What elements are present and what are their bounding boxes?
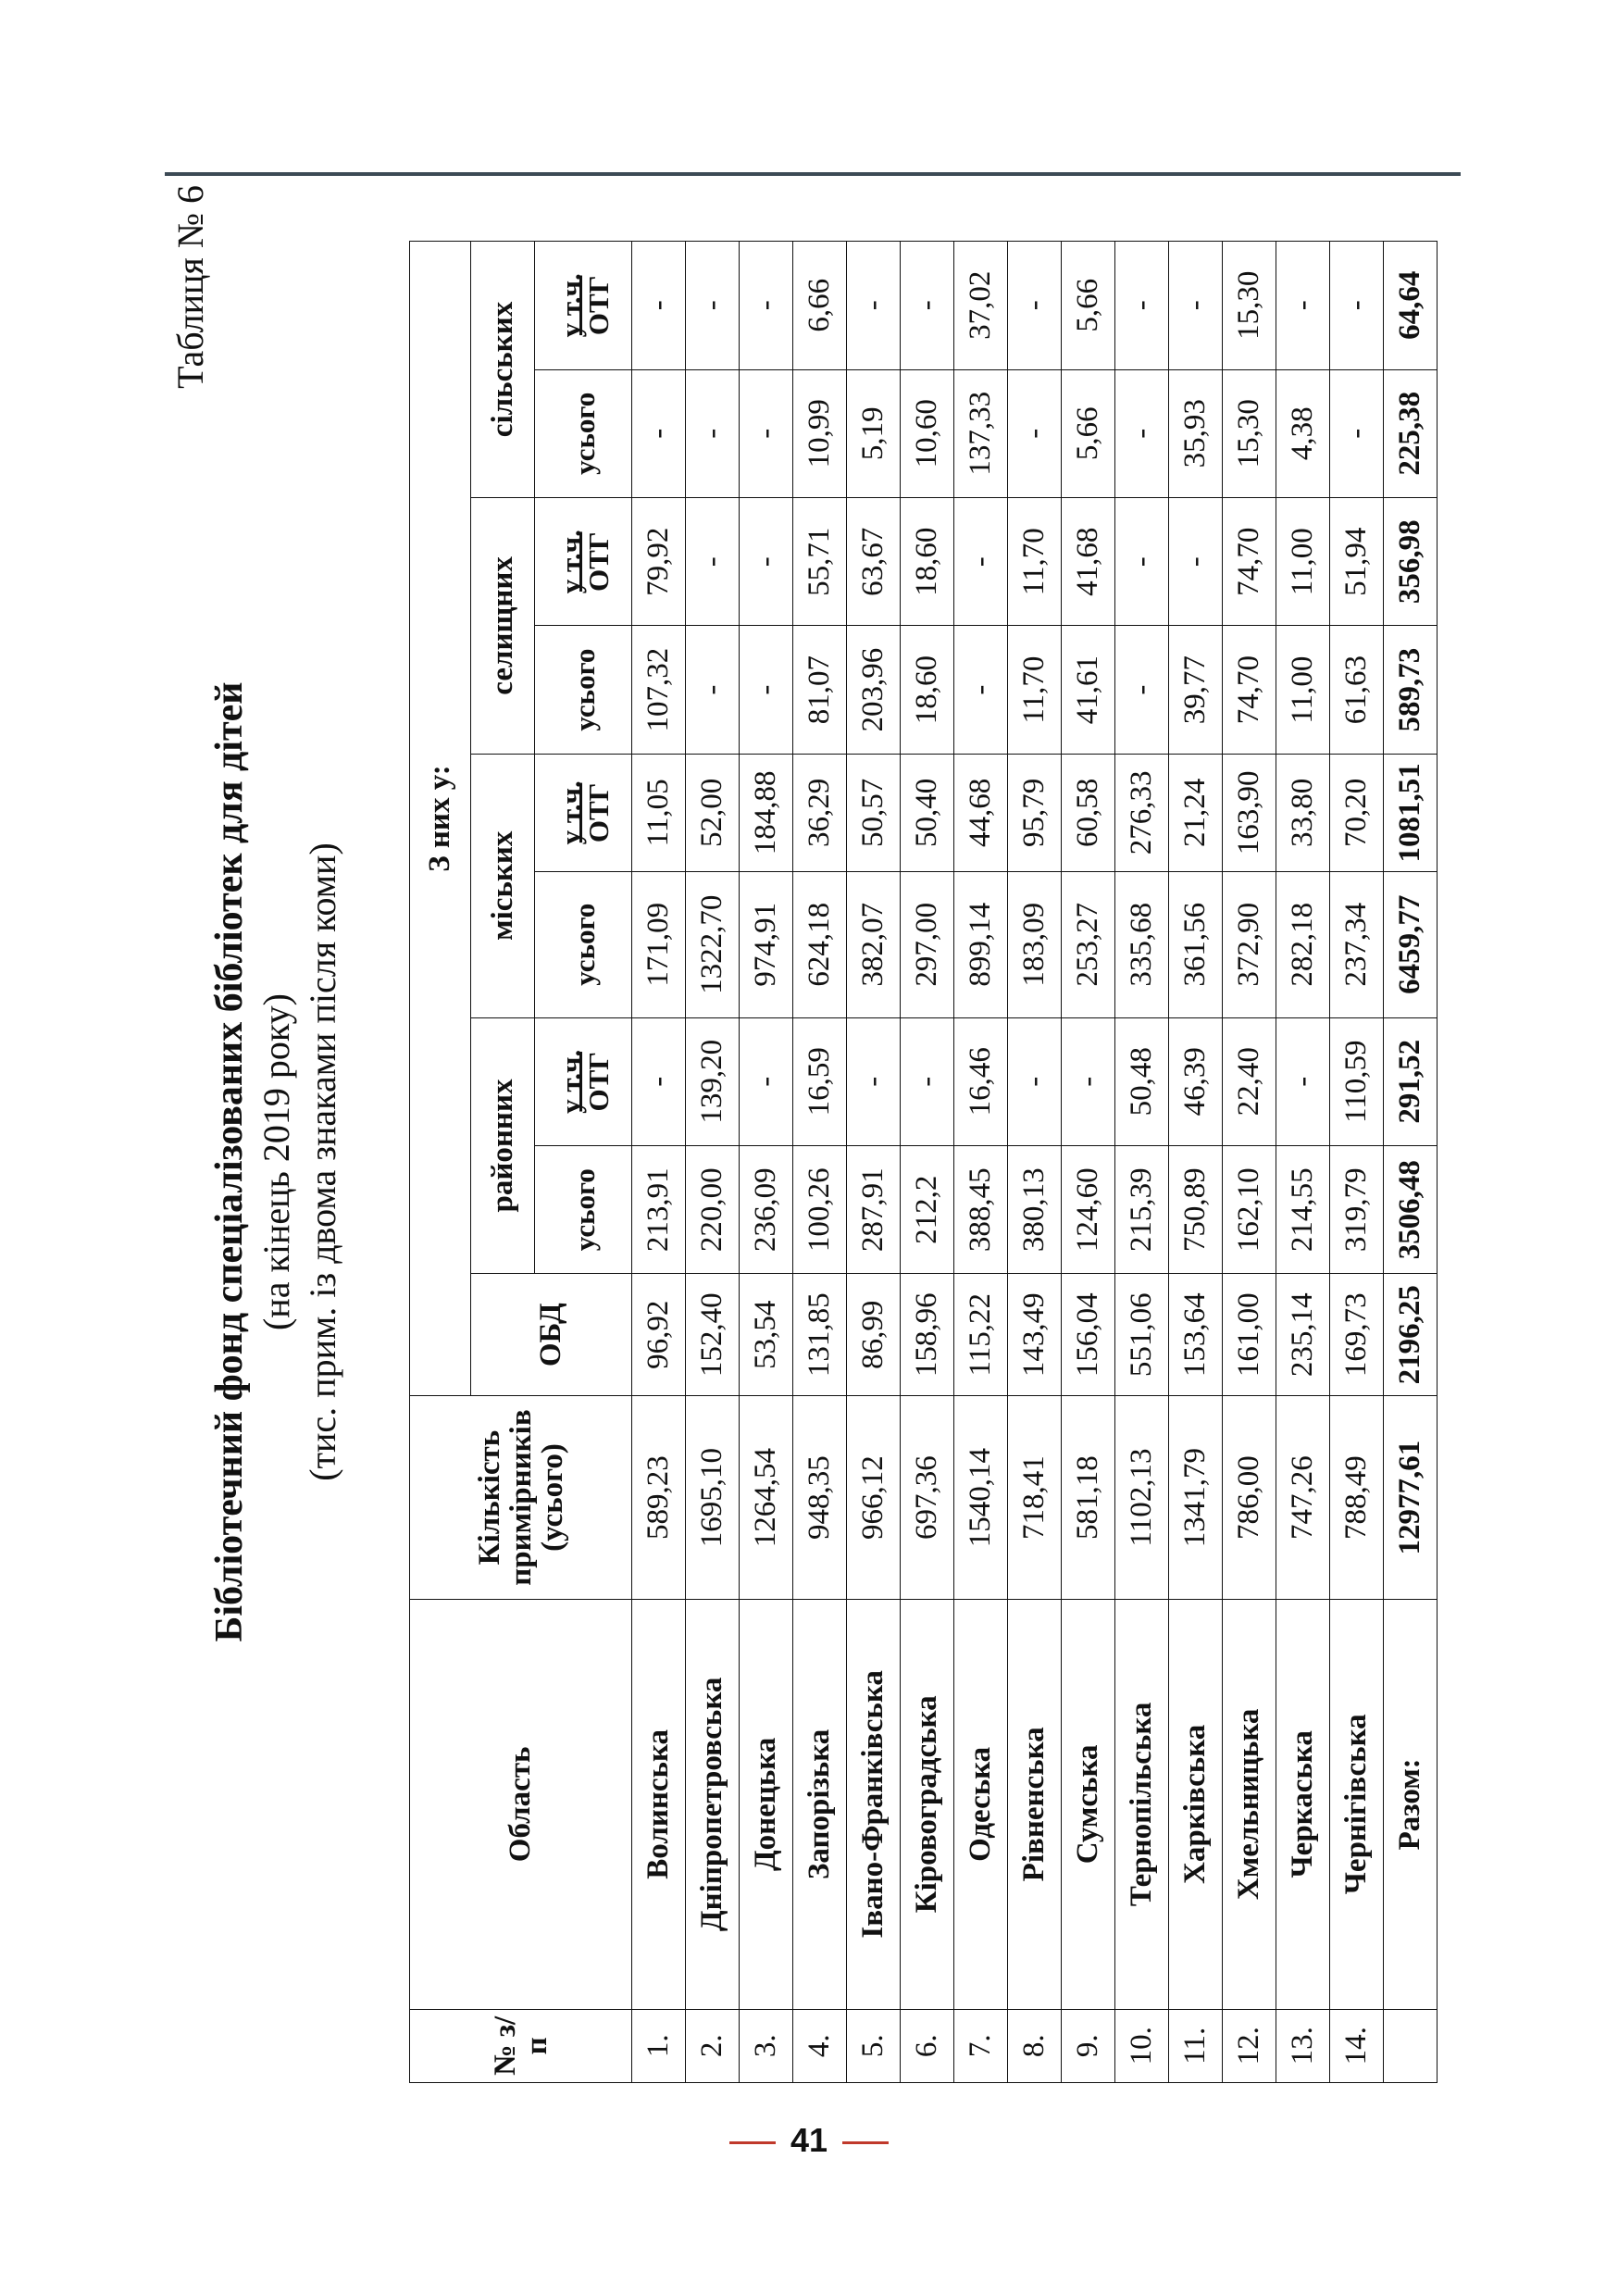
cell-vil-otg: 11,70 bbox=[1008, 498, 1062, 626]
cell-rur-total: 15,30 bbox=[1223, 369, 1276, 497]
cell-vil-total: 39,77 bbox=[1169, 626, 1223, 754]
row-number: 6. bbox=[901, 2009, 954, 2082]
cell-count: 1695,10 bbox=[686, 1396, 740, 1600]
cell-rur-otg: - bbox=[632, 242, 686, 370]
row-number: 8. bbox=[1008, 2009, 1062, 2082]
cell-obd: 131,85 bbox=[793, 1274, 847, 1396]
cell-vil-total: 74,70 bbox=[1223, 626, 1276, 754]
cell-count: 948,35 bbox=[793, 1396, 847, 1600]
cell-city-otg: 50,57 bbox=[847, 754, 901, 871]
row-number: 11. bbox=[1169, 2009, 1223, 2082]
cell-count: 589,23 bbox=[632, 1396, 686, 1600]
header-of-them: З них у: bbox=[410, 242, 471, 1396]
cell-dist-otg: 139,20 bbox=[686, 1017, 740, 1145]
cell-vil-otg: 63,67 bbox=[847, 498, 901, 626]
cell-dist-otg: 22,40 bbox=[1223, 1017, 1276, 1145]
cell-rur-total: 4,38 bbox=[1276, 369, 1330, 497]
header-num: № з/п bbox=[410, 2009, 632, 2082]
cell-rur-otg: 15,30 bbox=[1223, 242, 1276, 370]
row-number: 10. bbox=[1115, 2009, 1169, 2082]
header-village-otg bbox=[535, 498, 632, 626]
cell-dist-total: 124,60 bbox=[1062, 1145, 1115, 1273]
header-otg-text: ОТГ bbox=[582, 275, 615, 336]
cell-dist-total: 220,00 bbox=[686, 1145, 740, 1273]
cell-count: 966,12 bbox=[847, 1396, 901, 1600]
rotated-page-content bbox=[167, 185, 1444, 2083]
header-city-total: усього bbox=[535, 871, 632, 1017]
table-row bbox=[1223, 242, 1276, 2083]
table-row bbox=[901, 242, 954, 2083]
cell-dist-total: 162,10 bbox=[1223, 1145, 1276, 1273]
table-row bbox=[1169, 242, 1223, 2083]
cell-obd: 156,04 bbox=[1062, 1274, 1115, 1396]
table-title: Бібліотечний фонд спеціалізованих бібліотек для дітей bbox=[208, 681, 251, 1642]
cell-rur-total: 137,33 bbox=[954, 369, 1008, 497]
row-region: Донецька bbox=[740, 1600, 793, 2009]
cell-count: 747,26 bbox=[1276, 1396, 1330, 1600]
row-region: Кіровоградська bbox=[901, 1600, 954, 2009]
cell-city-otg: 11,05 bbox=[632, 754, 686, 871]
cell-obd: 169,73 bbox=[1330, 1274, 1384, 1396]
cell-vil-total: - bbox=[686, 626, 740, 754]
cell-city-otg: 36,29 bbox=[793, 754, 847, 871]
cell-dist-otg: - bbox=[1062, 1017, 1115, 1145]
table-row bbox=[1276, 242, 1330, 2083]
cell-city-total: 361,56 bbox=[1169, 871, 1223, 1017]
cell-dist-otg: - bbox=[847, 1017, 901, 1145]
cell-city-total: 1322,70 bbox=[686, 871, 740, 1017]
cell-dist-total: 388,45 bbox=[954, 1145, 1008, 1273]
table-row bbox=[1330, 242, 1384, 2083]
total-rur-otg: 64,64 bbox=[1384, 242, 1438, 370]
cell-rur-total: 5,19 bbox=[847, 369, 901, 497]
cell-dist-total: 287,91 bbox=[847, 1145, 901, 1273]
header-district: районних bbox=[471, 1017, 535, 1274]
cell-dist-total: 236,09 bbox=[740, 1145, 793, 1273]
table-row bbox=[793, 242, 847, 2083]
cell-vil-otg: 11,00 bbox=[1276, 498, 1330, 626]
cell-city-total: 171,09 bbox=[632, 871, 686, 1017]
cell-city-total: 237,34 bbox=[1330, 871, 1384, 1017]
cell-city-total: 335,68 bbox=[1115, 871, 1169, 1017]
table-row bbox=[847, 242, 901, 2083]
cell-rur-otg: - bbox=[1169, 242, 1223, 370]
row-number: 2. bbox=[686, 2009, 740, 2082]
top-rule bbox=[165, 172, 1461, 176]
cell-obd: 86,99 bbox=[847, 1274, 901, 1396]
header-incl-text: у т.ч. bbox=[554, 273, 587, 338]
row-number: 7. bbox=[954, 2009, 1008, 2082]
table-row bbox=[1008, 242, 1062, 2083]
header-incl-text: у т.ч. bbox=[554, 780, 587, 845]
header-rural: сільських bbox=[471, 242, 535, 498]
cell-city-total: 382,07 bbox=[847, 871, 901, 1017]
cell-city-otg: 44,68 bbox=[954, 754, 1008, 871]
cell-vil-total: 11,00 bbox=[1276, 626, 1330, 754]
cell-dist-otg: - bbox=[1008, 1017, 1062, 1145]
row-number: 9. bbox=[1062, 2009, 1115, 2082]
cell-count: 718,41 bbox=[1008, 1396, 1062, 1600]
cell-city-otg: 184,88 bbox=[740, 754, 793, 871]
cell-vil-otg: - bbox=[1169, 498, 1223, 626]
cell-rur-otg: - bbox=[1115, 242, 1169, 370]
cell-obd: 96,92 bbox=[632, 1274, 686, 1396]
cell-vil-otg: - bbox=[686, 498, 740, 626]
cell-vil-total: 41,61 bbox=[1062, 626, 1115, 754]
cell-vil-total: 18,60 bbox=[901, 626, 954, 754]
table-subtitle: (на кінець 2019 року) bbox=[255, 992, 297, 1331]
cell-rur-otg: - bbox=[740, 242, 793, 370]
cell-vil-otg: - bbox=[954, 498, 1008, 626]
cell-city-otg: 52,00 bbox=[686, 754, 740, 871]
cell-dist-total: 214,55 bbox=[1276, 1145, 1330, 1273]
table-row bbox=[632, 242, 686, 2083]
cell-rur-total: - bbox=[1008, 369, 1062, 497]
row-region: Волинська bbox=[632, 1600, 686, 2009]
row-region: Хмельницька bbox=[1223, 1600, 1276, 2009]
cell-dist-otg: - bbox=[740, 1017, 793, 1145]
header-count-line3: (усього) bbox=[535, 1443, 569, 1552]
cell-rur-otg: - bbox=[1008, 242, 1062, 370]
cell-vil-otg: - bbox=[740, 498, 793, 626]
total-count: 12977,61 bbox=[1384, 1396, 1438, 1600]
cell-obd: 115,22 bbox=[954, 1274, 1008, 1396]
cell-rur-otg: - bbox=[1276, 242, 1330, 370]
table-row bbox=[1115, 242, 1169, 2083]
row-number: 4. bbox=[793, 2009, 847, 2082]
cell-vil-otg: 79,92 bbox=[632, 498, 686, 626]
cell-city-total: 899,14 bbox=[954, 871, 1008, 1017]
page-number-dash-right bbox=[842, 2141, 889, 2144]
row-region: Рівненська bbox=[1008, 1600, 1062, 2009]
table-row bbox=[1062, 242, 1115, 2083]
header-count-line1: Кількість bbox=[472, 1429, 506, 1566]
cell-obd: 53,54 bbox=[740, 1274, 793, 1396]
library-fund-table bbox=[409, 241, 1438, 2083]
cell-dist-total: 212,2 bbox=[901, 1145, 954, 1273]
cell-city-total: 183,09 bbox=[1008, 871, 1062, 1017]
cell-count: 1102,13 bbox=[1115, 1396, 1169, 1600]
cell-city-otg: 95,79 bbox=[1008, 754, 1062, 871]
table-row bbox=[740, 242, 793, 2083]
cell-rur-total: - bbox=[686, 369, 740, 497]
cell-dist-total: 380,13 bbox=[1008, 1145, 1062, 1273]
cell-dist-total: 100,26 bbox=[793, 1145, 847, 1273]
cell-obd: 235,14 bbox=[1276, 1274, 1330, 1396]
header-village-total: усього bbox=[535, 626, 632, 754]
cell-vil-otg: 55,71 bbox=[793, 498, 847, 626]
cell-dist-otg: 110,59 bbox=[1330, 1017, 1384, 1145]
cell-dist-otg: - bbox=[632, 1017, 686, 1145]
cell-dist-otg: 50,48 bbox=[1115, 1017, 1169, 1145]
row-region: Дніпропетровська bbox=[686, 1600, 740, 2009]
cell-rur-total: 5,66 bbox=[1062, 369, 1115, 497]
row-number: 3. bbox=[740, 2009, 793, 2082]
table-note: (тис. прим. із двома знаками після коми) bbox=[302, 842, 343, 1481]
page-number bbox=[0, 2120, 1618, 2161]
cell-vil-otg: 18,60 bbox=[901, 498, 954, 626]
cell-city-otg: 21,24 bbox=[1169, 754, 1223, 871]
total-vil-otg: 356,98 bbox=[1384, 498, 1438, 626]
total-row-number bbox=[1384, 2009, 1438, 2082]
cell-rur-otg: - bbox=[1330, 242, 1384, 370]
cell-city-total: 297,00 bbox=[901, 871, 954, 1017]
cell-rur-total: 10,60 bbox=[901, 369, 954, 497]
cell-dist-total: 215,39 bbox=[1115, 1145, 1169, 1273]
header-count-line2: примірників bbox=[504, 1409, 538, 1586]
cell-count: 1341,79 bbox=[1169, 1396, 1223, 1600]
cell-vil-total: 11,70 bbox=[1008, 626, 1062, 754]
total-vil-total: 589,73 bbox=[1384, 626, 1438, 754]
total-rur-total: 225,38 bbox=[1384, 369, 1438, 497]
table-row bbox=[954, 242, 1008, 2083]
table-row bbox=[686, 242, 740, 2083]
header-rural-otg bbox=[535, 242, 632, 370]
cell-count: 786,00 bbox=[1223, 1396, 1276, 1600]
cell-rur-total: - bbox=[740, 369, 793, 497]
cell-city-otg: 60,58 bbox=[1062, 754, 1115, 871]
header-city: міських bbox=[471, 754, 535, 1017]
total-dist-otg: 291,52 bbox=[1384, 1017, 1438, 1145]
total-obd: 2196,25 bbox=[1384, 1274, 1438, 1396]
row-number: 5. bbox=[847, 2009, 901, 2082]
cell-rur-otg: - bbox=[686, 242, 740, 370]
cell-city-otg: 33,80 bbox=[1276, 754, 1330, 871]
cell-rur-otg: - bbox=[847, 242, 901, 370]
cell-count: 788,49 bbox=[1330, 1396, 1384, 1600]
row-region: Івано-Франківська bbox=[847, 1600, 901, 2009]
cell-dist-otg: - bbox=[1276, 1017, 1330, 1145]
row-region: Одеська bbox=[954, 1600, 1008, 2009]
cell-count: 581,18 bbox=[1062, 1396, 1115, 1600]
cell-city-total: 372,90 bbox=[1223, 871, 1276, 1017]
row-region: Чернігівська bbox=[1330, 1600, 1384, 2009]
header-district-otg bbox=[535, 1017, 632, 1145]
cell-city-otg: 276,33 bbox=[1115, 754, 1169, 871]
cell-rur-total: - bbox=[1330, 369, 1384, 497]
cell-vil-otg: 41,68 bbox=[1062, 498, 1115, 626]
row-region: Запорізька bbox=[793, 1600, 847, 2009]
cell-obd: 153,64 bbox=[1169, 1274, 1223, 1396]
cell-rur-total: - bbox=[632, 369, 686, 497]
cell-dist-total: 750,89 bbox=[1169, 1145, 1223, 1273]
cell-city-total: 624,18 bbox=[793, 871, 847, 1017]
header-rural-total: усього bbox=[535, 369, 632, 497]
cell-obd: 161,00 bbox=[1223, 1274, 1276, 1396]
cell-dist-otg: - bbox=[901, 1017, 954, 1145]
cell-vil-otg: - bbox=[1115, 498, 1169, 626]
cell-obd: 158,96 bbox=[901, 1274, 954, 1396]
header-obd: ОБД bbox=[471, 1274, 632, 1396]
cell-vil-total: 81,07 bbox=[793, 626, 847, 754]
cell-city-otg: 50,40 bbox=[901, 754, 954, 871]
page-number-text: 41 bbox=[790, 2121, 828, 2159]
row-region: Сумська bbox=[1062, 1600, 1115, 2009]
header-otg-text: ОТГ bbox=[582, 782, 615, 843]
cell-city-total: 282,18 bbox=[1276, 871, 1330, 1017]
cell-rur-otg: 37,02 bbox=[954, 242, 1008, 370]
row-region: Харківська bbox=[1169, 1600, 1223, 2009]
header-otg-text: ОТГ bbox=[582, 1052, 615, 1112]
total-city-otg: 1081,51 bbox=[1384, 754, 1438, 871]
header-city-otg bbox=[535, 754, 632, 871]
cell-vil-total: - bbox=[740, 626, 793, 754]
total-label: Разом: bbox=[1384, 1600, 1438, 2009]
cell-obd: 152,40 bbox=[686, 1274, 740, 1396]
row-number: 1. bbox=[632, 2009, 686, 2082]
cell-vil-total: 61,63 bbox=[1330, 626, 1384, 754]
cell-vil-total: - bbox=[1115, 626, 1169, 754]
header-district-total: усього bbox=[535, 1145, 632, 1273]
header-count bbox=[410, 1396, 632, 1600]
page-number-dash-left bbox=[729, 2141, 776, 2144]
row-number: 13. bbox=[1276, 2009, 1330, 2082]
header-incl-text: у т.ч. bbox=[554, 530, 587, 594]
cell-vil-total: - bbox=[954, 626, 1008, 754]
cell-city-otg: 163,90 bbox=[1223, 754, 1276, 871]
cell-obd: 143,49 bbox=[1008, 1274, 1062, 1396]
cell-city-otg: 70,20 bbox=[1330, 754, 1384, 871]
cell-dist-otg: 46,39 bbox=[1169, 1017, 1223, 1145]
total-city-total: 6459,77 bbox=[1384, 871, 1438, 1017]
cell-vil-total: 203,96 bbox=[847, 626, 901, 754]
cell-count: 697,36 bbox=[901, 1396, 954, 1600]
cell-obd: 551,06 bbox=[1115, 1274, 1169, 1396]
total-dist-total: 3506,48 bbox=[1384, 1145, 1438, 1273]
header-village: селищних bbox=[471, 498, 535, 755]
cell-dist-otg: 16,46 bbox=[954, 1017, 1008, 1145]
header-region: Область bbox=[410, 1600, 632, 2009]
cell-rur-total: - bbox=[1115, 369, 1169, 497]
cell-city-total: 253,27 bbox=[1062, 871, 1115, 1017]
cell-dist-otg: 16,59 bbox=[793, 1017, 847, 1145]
row-number: 14. bbox=[1330, 2009, 1384, 2082]
cell-rur-otg: - bbox=[901, 242, 954, 370]
row-region: Черкаська bbox=[1276, 1600, 1330, 2009]
cell-vil-otg: 74,70 bbox=[1223, 498, 1276, 626]
cell-dist-total: 213,91 bbox=[632, 1145, 686, 1273]
table-number: Таблиця № 6 bbox=[169, 185, 211, 389]
row-number: 12. bbox=[1223, 2009, 1276, 2082]
header-otg-text: ОТГ bbox=[582, 531, 615, 592]
cell-city-total: 974,91 bbox=[740, 871, 793, 1017]
cell-rur-total: 35,93 bbox=[1169, 369, 1223, 497]
total-row bbox=[1384, 242, 1438, 2083]
cell-count: 1264,54 bbox=[740, 1396, 793, 1600]
header-incl-text: у т.ч. bbox=[554, 1049, 587, 1114]
cell-vil-otg: 51,94 bbox=[1330, 498, 1384, 626]
cell-vil-total: 107,32 bbox=[632, 626, 686, 754]
cell-rur-total: 10,99 bbox=[793, 369, 847, 497]
cell-count: 1540,14 bbox=[954, 1396, 1008, 1600]
cell-rur-otg: 6,66 bbox=[793, 242, 847, 370]
row-region: Тернопільська bbox=[1115, 1600, 1169, 2009]
cell-dist-total: 319,79 bbox=[1330, 1145, 1384, 1273]
cell-rur-otg: 5,66 bbox=[1062, 242, 1115, 370]
